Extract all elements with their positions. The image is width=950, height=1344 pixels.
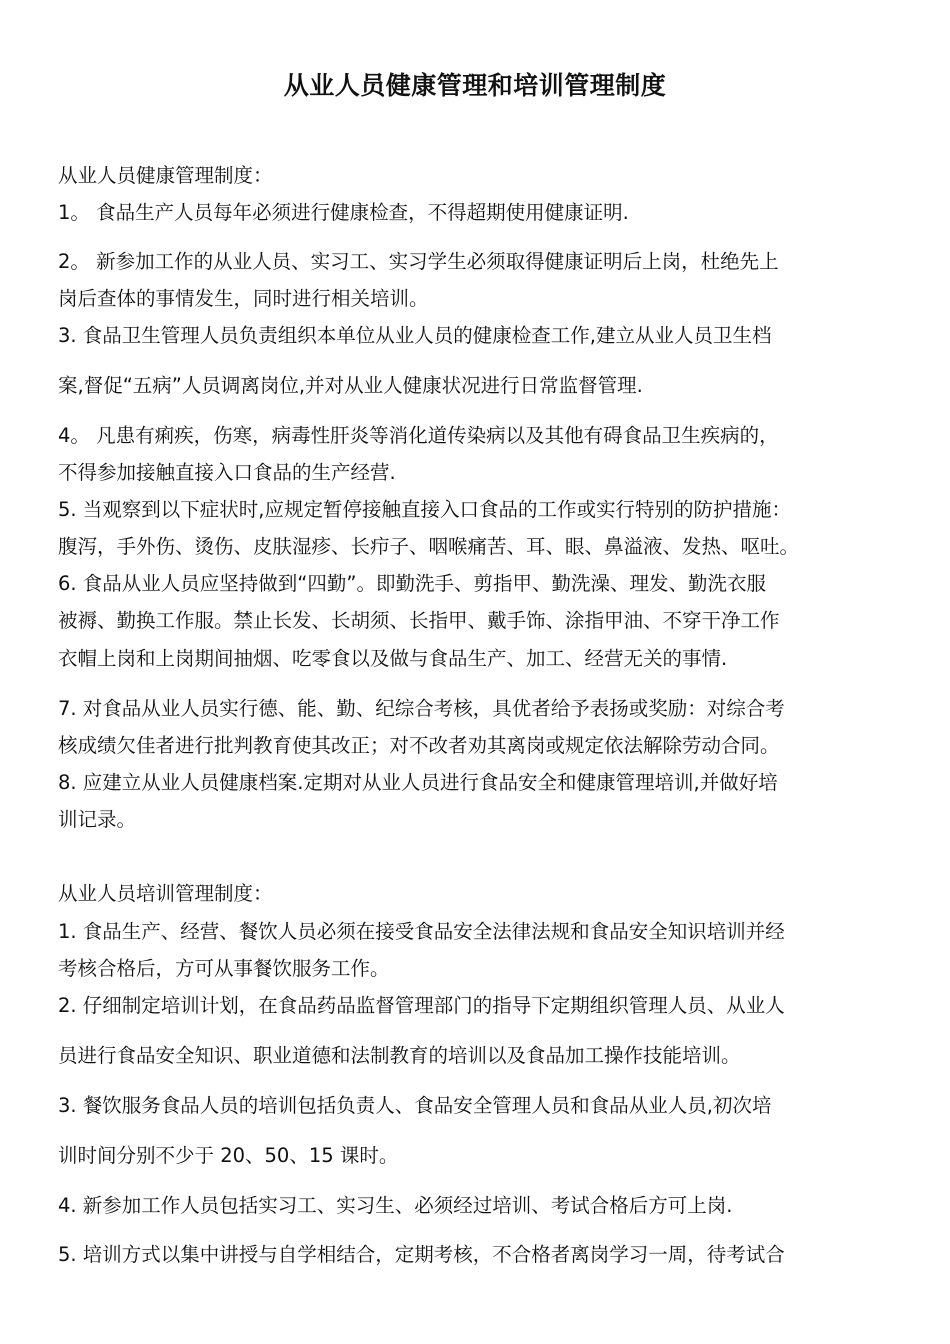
text-line: 腹泻，手外伤、烫伤、皮肤湿疹、长疖子、咽喉痛苦、耳、眼、鼻溢液、发热、呕吐。	[58, 535, 800, 558]
section-heading-health: 从业人员健康管理制度：	[58, 164, 273, 187]
text-line: 6. 食品从业人员应坚持做到“四勤”。即勤洗手、剪指甲、勤洗澡、理发、勤洗衣服	[58, 572, 767, 595]
text-line: 岗后查体的事情发生，同时进行相关培训。	[58, 287, 429, 310]
text-line: 3. 食品卫生管理人员负责组织本单位从业人员的健康检查工作,建立从业人员卫生档	[58, 324, 772, 347]
text-line: 8. 应建立从业人员健康档案.定期对从业人员进行食品安全和健康管理培训,并做好培	[58, 771, 778, 794]
page-title: 从业人员健康管理和培训管理制度	[283, 71, 667, 100]
text-line: 5. 培训方式以集中讲授与自学相结合，定期考核，不合格者离岗学习一周，待考试合	[58, 1243, 785, 1266]
text-line: 考核合格后，方可从事餐饮服务工作。	[58, 957, 390, 980]
text-line: 案,督促“五病”人员调离岗位,并对从业人健康状况进行日常监督管理.	[58, 374, 643, 397]
text-line: 7. 对食品从业人员实行德、能、勤、纪综合考核，具优者给予表扬或奖励：对综合考	[58, 697, 785, 720]
text-line: 2。 新参加工作的从业人员、实习工、实习学生必须取得健康证明后上岗，杜绝先上	[58, 250, 779, 273]
text-line: 衣帽上岗和上岗期间抽烟、吃零食以及做与食品生产、加工、经营无关的事情.	[58, 647, 728, 670]
text-line: 员进行食品安全知识、职业道德和法制教育的培训以及食品加工操作技能培训。	[58, 1044, 741, 1067]
text-line: 4. 新参加工作人员包括实习工、实习生、必须经过培训、考试合格后方可上岗.	[58, 1194, 733, 1217]
text-line: 1. 食品生产、经营、餐饮人员必须在接受食品安全法律法规和食品安全知识培训并经	[58, 920, 785, 943]
text-line: 训时间分别不少于 20、50、15 课时。	[58, 1144, 399, 1167]
text-line: 1。 食品生产人员每年必须进行健康检查，不得超期使用健康证明.	[58, 201, 629, 224]
text-line: 5. 当观察到以下症状时,应规定暂停接触直接入口食品的工作或实行特别的防护措施：	[58, 498, 792, 521]
text-line: 3. 餐饮服务食品人员的培训包括负责人、食品安全管理人员和食品从业人员,初次培	[58, 1094, 772, 1117]
text-line: 核成绩欠佳者进行批判教育使其改正；对不改者劝其离岗或规定依法解除劳动合同。	[58, 734, 780, 757]
text-line: 4。 凡患有痢疾，伤寒，病毒性肝炎等消化道传染病以及其他有碍食品卫生疾病的，	[58, 424, 779, 447]
section-heading-training: 从业人员培训管理制度：	[58, 882, 273, 905]
text-line: 2. 仔细制定培训计划，在食品药品监督管理部门的指导下定期组织管理人员、从业人	[58, 994, 785, 1017]
text-line: 训记录。	[58, 808, 137, 831]
text-line: 被褥、勤换工作服。禁止长发、长胡须、长指甲、戴手饰、涂指甲油、不穿干净工作	[58, 609, 780, 632]
text-line: 不得参加接触直接入口食品的生产经营.	[58, 461, 396, 484]
